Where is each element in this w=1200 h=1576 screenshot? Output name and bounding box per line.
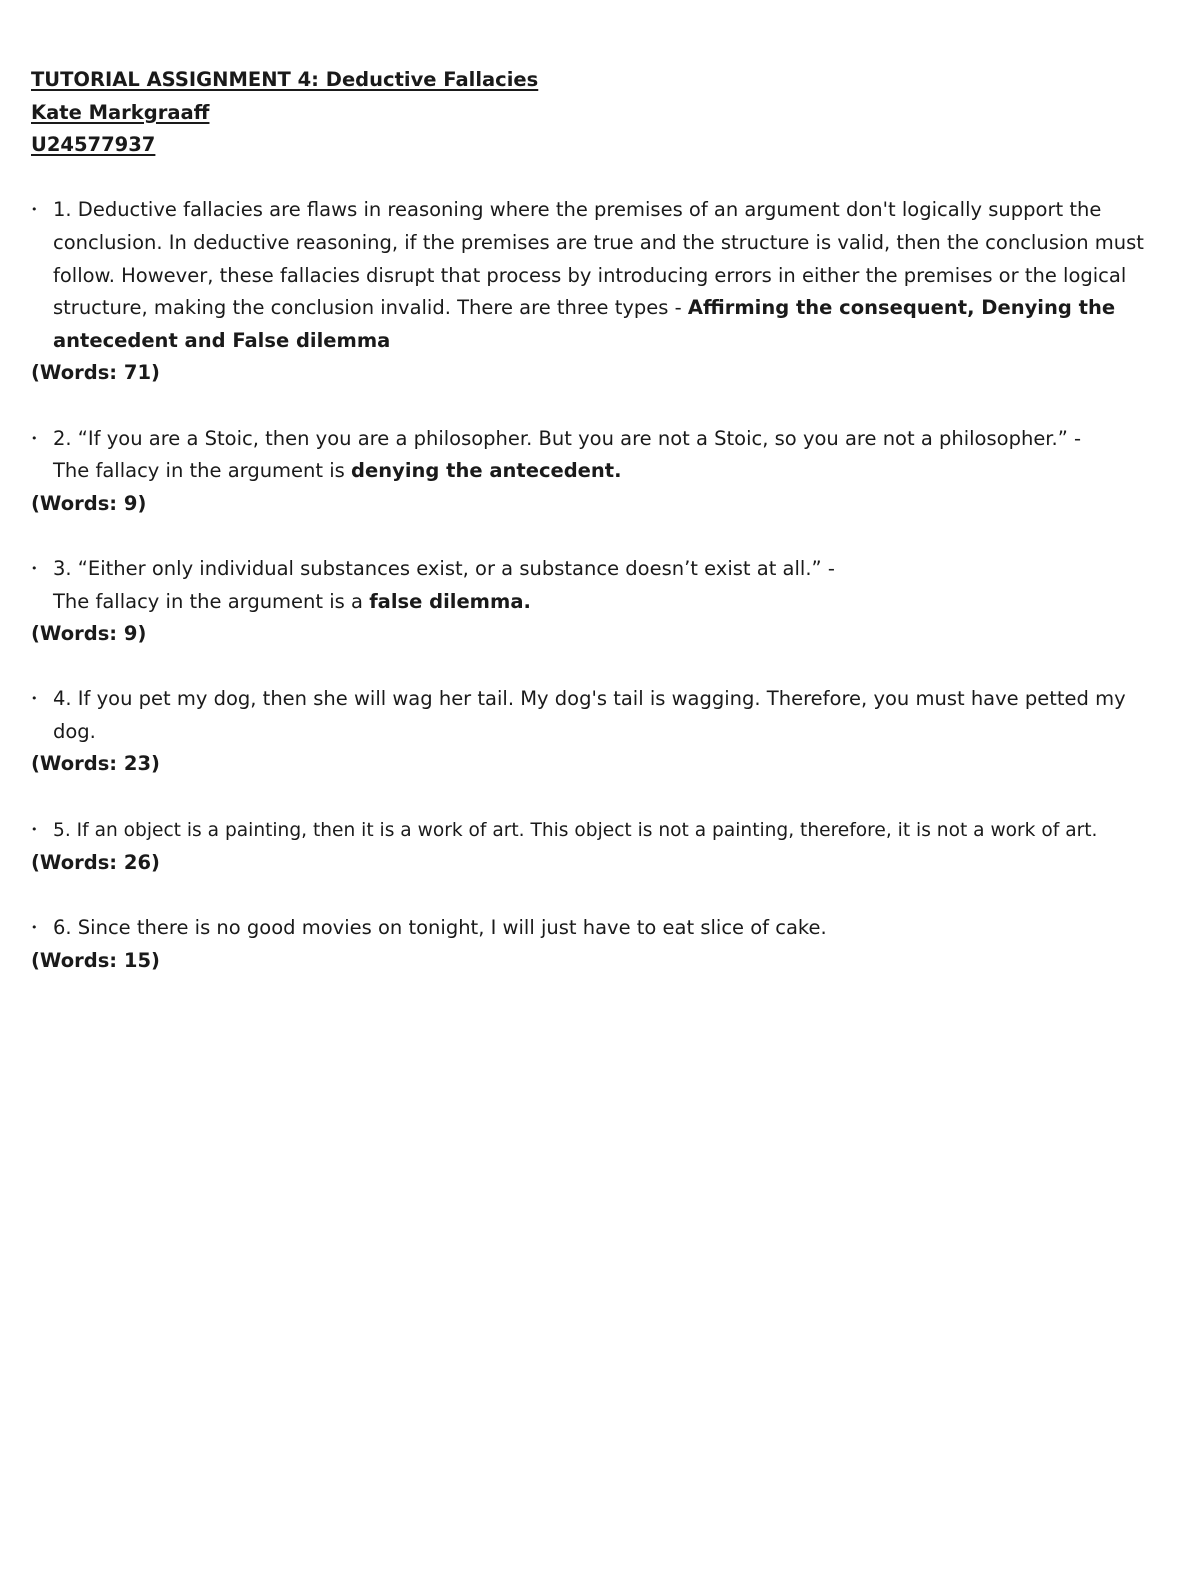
item-text: 4. If you pet my dog, then she will wag her tail. My dog's tail is wagging. Therefore, you must have petted my dog. bbox=[53, 687, 1126, 743]
student-id: U24577937 bbox=[31, 133, 156, 157]
item-answer bbox=[53, 455, 1171, 488]
answer-prefix: The fallacy in the argument is bbox=[53, 459, 352, 483]
word-count: (Words: 9) bbox=[31, 491, 147, 515]
item-text: 5. If an object is a painting, then it is a work of art. This object is not a painting, therefore, it is not a work of art. bbox=[53, 819, 1098, 841]
word-count: (Words: 15) bbox=[31, 949, 160, 973]
item-text: 6. Since there is no good movies on tonight, I will just have to eat slice of cake. bbox=[53, 916, 827, 940]
word-count: (Words: 71) bbox=[31, 361, 160, 385]
bullet-icon: • bbox=[31, 921, 38, 935]
bullet-icon: • bbox=[31, 822, 38, 836]
item-bold-answer: false dilemma. bbox=[369, 589, 531, 613]
word-count: (Words: 26) bbox=[31, 851, 160, 875]
word-count: (Words: 9) bbox=[31, 622, 147, 646]
list-item bbox=[31, 194, 1171, 357]
item-text: 3. “Either only individual substances exist, or a substance doesn’t exist at all.” - bbox=[53, 556, 835, 580]
bullet-icon: • bbox=[31, 692, 38, 706]
bullet-icon: • bbox=[31, 561, 38, 575]
list-item bbox=[31, 814, 1171, 848]
item-answer bbox=[53, 586, 1171, 619]
list-item bbox=[31, 423, 1171, 488]
item-text: 1. Deductive fallacies are flaws in reasoning where the premises of an argument don't logically support the conclusion. In deductive reasoning, if the premises are true and the structure is valid, then the conclusion must follow. However, these fallacies disrupt that process by introducing errors in either the premises or the logical structure, making the conclusion invalid. There are three types - bbox=[53, 198, 1144, 320]
author-name: Kate Markgraaff bbox=[31, 100, 210, 124]
bullet-icon: • bbox=[31, 431, 38, 445]
list-item bbox=[31, 553, 1171, 618]
assignment-title: TUTORIAL ASSIGNMENT 4: Deductive Fallacies bbox=[31, 68, 539, 91]
answer-prefix: The fallacy in the argument is a bbox=[53, 589, 370, 613]
item-text: 2. “If you are a Stoic, then you are a philosopher. But you are not a Stoic, so you are not a philosopher.” - bbox=[53, 426, 1082, 450]
item-bold-answer: denying the antecedent. bbox=[351, 459, 622, 483]
item-bold-answer: Affirming the consequent, Denying the antecedent and False dilemma bbox=[53, 296, 1116, 352]
word-count: (Words: 23) bbox=[31, 752, 160, 776]
bullet-icon: • bbox=[31, 203, 38, 217]
list-item bbox=[31, 683, 1171, 748]
list-item bbox=[31, 912, 1171, 945]
document-page bbox=[31, 64, 1171, 978]
